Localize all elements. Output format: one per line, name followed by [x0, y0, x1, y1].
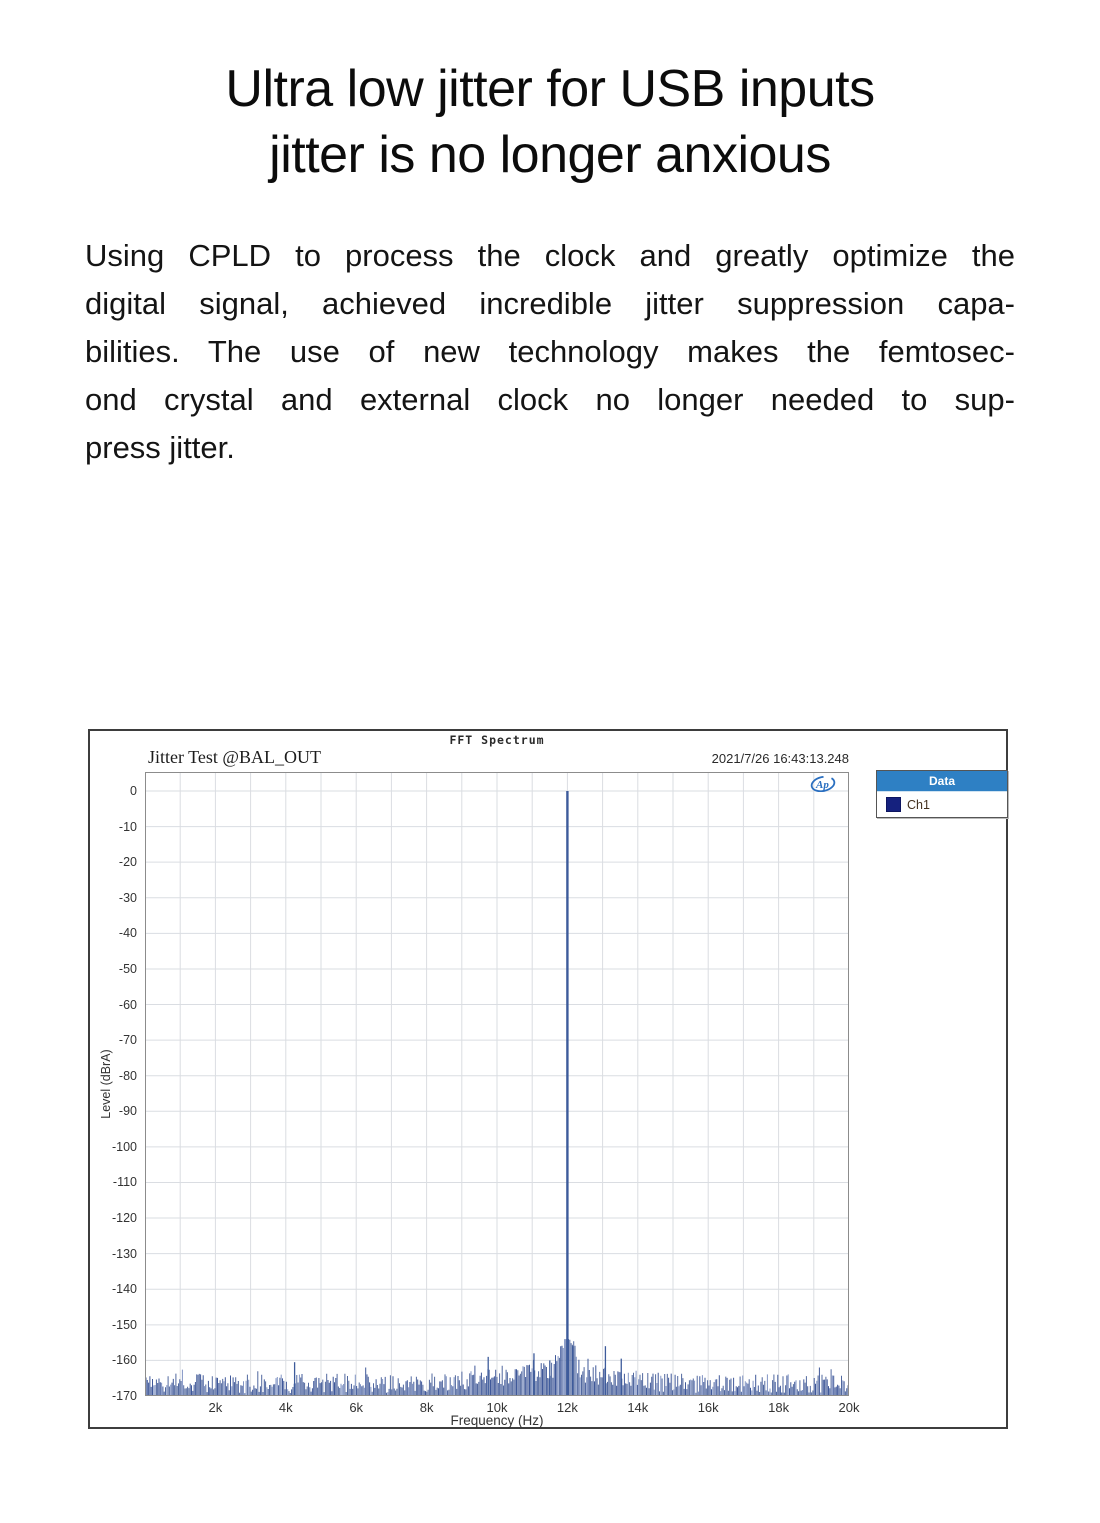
paragraph-line: bilities. The use of new technology makes the femtosec-: [85, 334, 1015, 369]
y-axis-label: Level (dBrA): [99, 1049, 113, 1119]
x-tick-label: 6k: [349, 1400, 364, 1415]
y-tick-label: -50: [118, 961, 137, 976]
paragraph-line: Using CPLD to process the clock and greatly optimize the: [85, 238, 1015, 273]
paragraph-line: press jitter.: [85, 430, 235, 465]
y-tick-label: -80: [118, 1068, 137, 1083]
chart-window-title: FFT Spectrum: [449, 733, 545, 747]
y-tick-label: 0: [130, 784, 137, 798]
y-tick-label: -10: [118, 819, 137, 834]
page-title-line2: jitter is no longer anxious: [269, 126, 831, 184]
spectrum-plot-svg: [145, 772, 849, 1396]
ch1-color-swatch-icon: [886, 797, 901, 812]
x-tick-label: 14k: [627, 1400, 649, 1415]
y-tick-label: -60: [118, 997, 137, 1012]
paragraph-line: digital signal, achieved incredible jitter suppression capa-: [85, 286, 1015, 321]
y-tick-label: -140: [111, 1282, 137, 1297]
y-tick-label: -90: [118, 1104, 137, 1119]
chart-timestamp: 2021/7/26 16:43:13.248: [711, 751, 849, 766]
x-tick-label: 18k: [768, 1400, 790, 1415]
y-tick-label: -150: [111, 1317, 137, 1332]
y-tick-label: -40: [118, 926, 137, 941]
y-tick-label: -20: [118, 855, 137, 870]
y-tick-label: -70: [118, 1033, 137, 1048]
y-tick-label: -170: [111, 1389, 137, 1403]
legend-label-ch1: Ch1: [907, 797, 930, 812]
y-tick-label: -130: [111, 1246, 137, 1261]
x-tick-label: 20k: [838, 1400, 860, 1415]
x-tick-label: 10k: [486, 1400, 508, 1415]
x-axis-label: Frequency (Hz): [450, 1413, 544, 1428]
x-tick-label: 12k: [556, 1400, 578, 1415]
y-tick-label: -30: [118, 890, 137, 905]
legend-header: Data: [877, 771, 1007, 792]
x-tick-label: 8k: [419, 1400, 434, 1415]
legend-box: [876, 770, 1008, 818]
y-tick-label: -160: [111, 1353, 137, 1368]
body-paragraph: [85, 232, 1015, 472]
plot-area: [145, 772, 849, 1396]
svg-text:Ap: Ap: [816, 779, 829, 791]
page-title: [40, 56, 1060, 188]
fft-spectrum-chart: [88, 729, 1008, 1429]
gridlines: [145, 772, 849, 1396]
x-tick-label: 4k: [278, 1400, 293, 1415]
x-tick-label: 16k: [697, 1400, 719, 1415]
paragraph-line: ond crystal and external clock no longer needed to sup-: [85, 382, 1015, 417]
legend-row-ch1: [877, 792, 1007, 817]
x-tick-label: 2k: [208, 1400, 223, 1415]
y-tick-label: -100: [111, 1139, 137, 1154]
y-tick-label: -110: [112, 1175, 137, 1190]
page-title-line1: Ultra low jitter for USB inputs: [225, 60, 875, 118]
chart-trace-title: Jitter Test @BAL_OUT: [148, 747, 321, 767]
audio-precision-logo-icon: [810, 776, 836, 792]
y-tick-label: -120: [111, 1211, 137, 1226]
